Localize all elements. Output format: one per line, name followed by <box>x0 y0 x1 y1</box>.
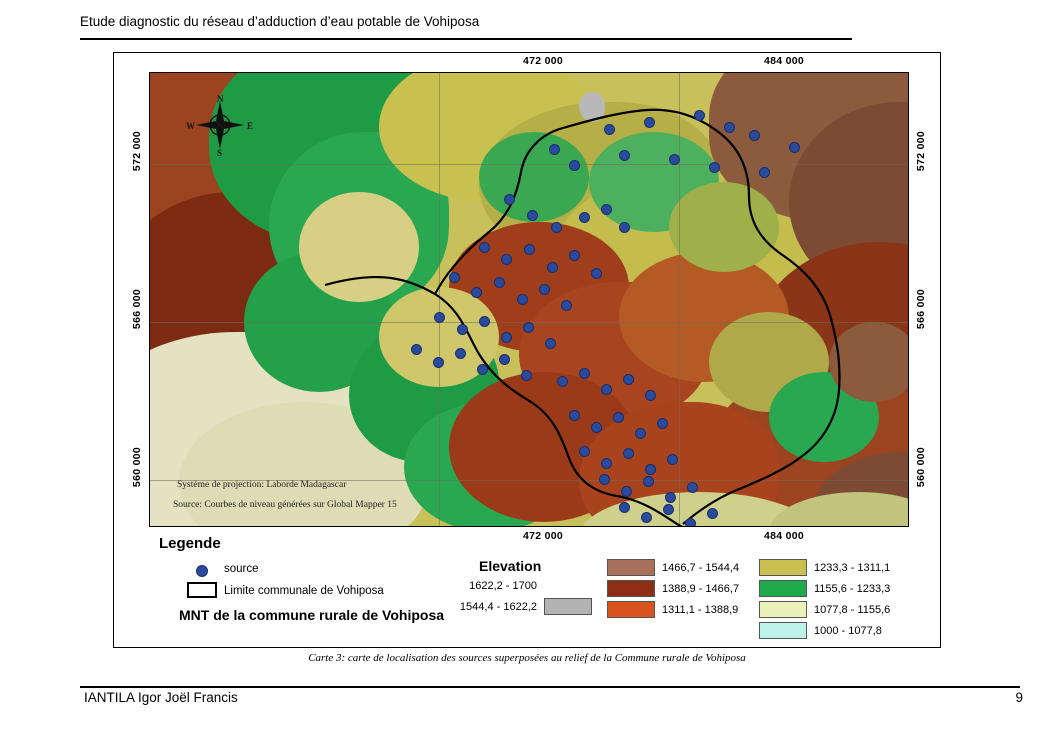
x-axis-label-bottom-1: 472 000 <box>523 530 564 542</box>
legend-elevation-item <box>759 557 890 578</box>
legend-elevation-item <box>459 596 592 617</box>
source-point[interactable] <box>557 376 568 387</box>
y-axis-label-right-3: 560 000 <box>915 447 927 488</box>
source-point[interactable] <box>569 250 580 261</box>
legend-elevation-swatch <box>759 601 807 618</box>
legend-elevation-swatch <box>759 622 807 639</box>
legend-elevation-swatch <box>607 580 655 597</box>
source-point[interactable] <box>591 268 602 279</box>
source-point[interactable] <box>707 508 718 519</box>
relief-map[interactable] <box>149 72 909 527</box>
source-point[interactable] <box>579 446 590 457</box>
source-point[interactable] <box>619 502 630 513</box>
source-point[interactable] <box>517 294 528 305</box>
source-point[interactable] <box>724 122 735 133</box>
source-point[interactable] <box>623 448 634 459</box>
figure-caption: Carte 3: carte de localisation des sources superposées au relief de la Commune rurale de Vohiposa <box>308 652 746 664</box>
legend-elevation-label: 1466,7 - 1544,4 <box>662 561 740 574</box>
map-raster <box>149 72 909 527</box>
legend-elevation-item <box>759 620 890 641</box>
legend-elevation-swatch <box>759 559 807 576</box>
source-point[interactable] <box>521 370 532 381</box>
source-point[interactable] <box>479 242 490 253</box>
source-point[interactable] <box>471 287 482 298</box>
source-point[interactable] <box>501 254 512 265</box>
source-point[interactable] <box>644 117 655 128</box>
legend-elevation-label: 1155,6 - 1233,3 <box>814 582 891 595</box>
legend-elevation-label: 1233,3 - 1311,1 <box>814 561 891 574</box>
y-axis-label-left-2: 566 000 <box>131 289 143 330</box>
map-legend <box>149 535 909 635</box>
legend-elevation-item <box>759 599 890 620</box>
source-point[interactable] <box>619 222 630 233</box>
compass-label-e: E <box>247 121 254 131</box>
document-header: Etude diagnostic du réseau d’adduction d’eau potable de Vohiposa <box>80 14 480 29</box>
source-point[interactable] <box>601 458 612 469</box>
source-point[interactable] <box>645 390 656 401</box>
source-point[interactable] <box>457 324 468 335</box>
source-point[interactable] <box>434 312 445 323</box>
legend-elevation-swatch <box>759 580 807 597</box>
legend-elevation-label: 1077,8 - 1155,6 <box>814 603 891 616</box>
legend-elevation-label: 1311,1 - 1388,9 <box>662 603 739 616</box>
header-divider <box>80 38 852 40</box>
legend-limit-symbol <box>187 582 217 598</box>
map-note-source: Source: Courbes de niveau générées sur Global Mapper 15 <box>173 500 397 510</box>
legend-elevation-item <box>607 578 739 599</box>
figure-container <box>113 52 941 648</box>
source-point[interactable] <box>545 338 556 349</box>
legend-elevation-swatch <box>607 601 655 618</box>
legend-elevation-title: Elevation <box>479 558 542 574</box>
y-axis-label-left-1: 572 000 <box>131 131 143 172</box>
source-point[interactable] <box>613 412 624 423</box>
source-point[interactable] <box>759 167 770 178</box>
legend-elevation-swatch <box>544 577 592 594</box>
source-point[interactable] <box>687 482 698 493</box>
source-point[interactable] <box>591 422 602 433</box>
source-point[interactable] <box>709 162 720 173</box>
map-note-projection: Système de projection: Laborde Madagascar <box>177 480 347 490</box>
source-point[interactable] <box>549 144 560 155</box>
x-axis-label-top-2: 484 000 <box>764 55 805 67</box>
source-point[interactable] <box>561 300 572 311</box>
source-point[interactable] <box>477 364 488 375</box>
source-point[interactable] <box>663 504 674 515</box>
source-point[interactable] <box>621 486 632 497</box>
source-point[interactable] <box>501 332 512 343</box>
legend-elevation-item <box>607 599 739 620</box>
legend-limit-label: Limite communale de Vohiposa <box>224 585 384 597</box>
legend-source-label: source <box>224 563 259 575</box>
y-axis-label-left-3: 560 000 <box>131 447 143 488</box>
source-point[interactable] <box>504 194 515 205</box>
source-point[interactable] <box>604 124 615 135</box>
source-point[interactable] <box>551 222 562 233</box>
source-point[interactable] <box>789 142 800 153</box>
source-point[interactable] <box>623 374 634 385</box>
source-point[interactable] <box>579 368 590 379</box>
x-axis-label-top-1: 472 000 <box>523 55 564 67</box>
legend-elevation-item <box>759 578 890 599</box>
compass-label-w: W <box>186 121 195 131</box>
source-point[interactable] <box>455 348 466 359</box>
source-point[interactable] <box>665 492 676 503</box>
source-point[interactable] <box>635 428 646 439</box>
legend-elevation-label: 1000 - 1077,8 <box>814 624 882 637</box>
source-point[interactable] <box>433 357 444 368</box>
footer-divider <box>80 686 1020 688</box>
source-point[interactable] <box>479 316 490 327</box>
source-point[interactable] <box>667 454 678 465</box>
legend-elevation-label: 1544,4 - 1622,2 <box>459 600 537 613</box>
legend-elevation-label: 1622,2 - 1700 <box>469 579 537 592</box>
compass-label-s: S <box>217 148 223 158</box>
source-point[interactable] <box>599 474 610 485</box>
legend-elevation-label: 1388,9 - 1466,7 <box>662 582 740 595</box>
source-point[interactable] <box>494 277 505 288</box>
source-point[interactable] <box>601 384 612 395</box>
legend-elevation-column-mid <box>607 557 739 620</box>
legend-elevation-item <box>459 575 592 596</box>
footer-author: IANTILA Igor Joël Francis <box>84 690 238 705</box>
source-point[interactable] <box>685 518 696 527</box>
source-point[interactable] <box>569 160 580 171</box>
source-point[interactable] <box>527 210 538 221</box>
source-point[interactable] <box>579 212 590 223</box>
y-axis-label-right-1: 572 000 <box>915 131 927 172</box>
source-point[interactable] <box>641 512 652 523</box>
source-point[interactable] <box>643 476 654 487</box>
source-point[interactable] <box>645 464 656 475</box>
source-point[interactable] <box>601 204 612 215</box>
source-point[interactable] <box>524 244 535 255</box>
source-point[interactable] <box>411 344 422 355</box>
source-point[interactable] <box>669 154 680 165</box>
legend-elevation-column-right <box>759 557 890 641</box>
source-point[interactable] <box>547 262 558 273</box>
x-axis-label-bottom-2: 484 000 <box>764 530 805 542</box>
footer-page-number: 9 <box>1015 690 1023 705</box>
legend-elevation-column-left <box>459 575 592 617</box>
source-point[interactable] <box>539 284 550 295</box>
legend-elevation-item <box>607 557 739 578</box>
legend-title: Legende <box>159 535 221 552</box>
source-point[interactable] <box>619 150 630 161</box>
legend-elevation-swatch <box>607 559 655 576</box>
source-point[interactable] <box>449 272 460 283</box>
legend-mnt-label: MNT de la commune rurale de Vohiposa <box>179 607 445 623</box>
source-point[interactable] <box>657 418 668 429</box>
source-point[interactable] <box>694 110 705 121</box>
source-point[interactable] <box>523 322 534 333</box>
compass-rose-icon <box>194 99 246 151</box>
compass-label-n: N <box>217 94 224 104</box>
commune-boundary <box>149 72 909 527</box>
source-point[interactable] <box>749 130 760 141</box>
legend-source-symbol <box>196 565 208 577</box>
source-point[interactable] <box>499 354 510 365</box>
legend-elevation-swatch <box>544 598 592 615</box>
y-axis-label-right-2: 566 000 <box>915 289 927 330</box>
source-point[interactable] <box>569 410 580 421</box>
